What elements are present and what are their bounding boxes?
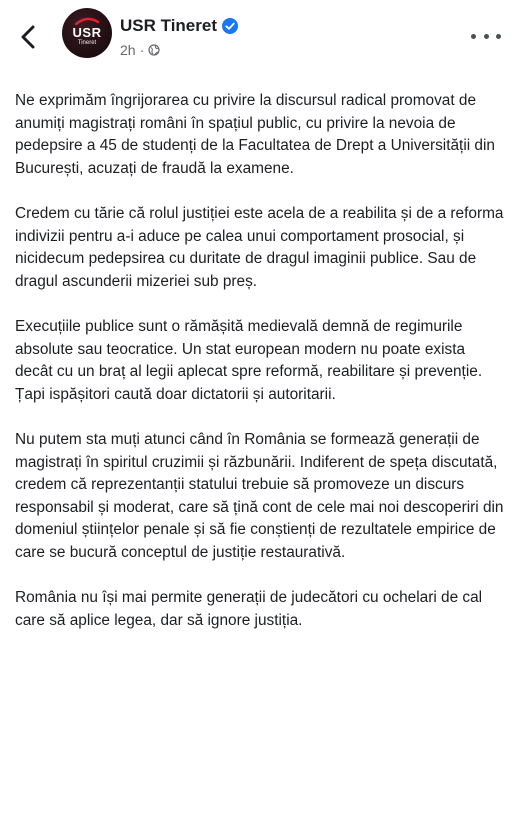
back-button[interactable]	[14, 22, 42, 52]
more-dot	[496, 34, 501, 39]
post-paragraph: Nu putem sta muți atunci când în România se formează generații de magistrați în spiritul cruzimii și răzbunării. Indiferent de speța discutată, credem că reprezentanții statului trebuie să promoveze un discurs responsabil și moderat, care să țină cont de cele mai noi descoperiri din domeniul științelor penale și să fie conștienți de rezultatele empirice de care se bucură conceptul de justiție restaurativă.	[15, 430, 504, 561]
page-name[interactable]: USR Tineret	[120, 16, 217, 35]
post-paragraph: România nu își mai permite generații de judecători cu ochelari de cal care să aplice legea, dar să ignore justiția.	[15, 589, 483, 629]
more-dot	[471, 34, 476, 39]
more-dot	[484, 34, 489, 39]
verified-badge-icon	[222, 18, 238, 34]
avatar[interactable]	[62, 8, 112, 58]
avatar-logo-subtext: Tineret	[77, 40, 97, 46]
globe-icon	[148, 44, 160, 56]
more-options-button[interactable]	[471, 28, 501, 44]
post-paragraph: Credem cu tărie că rolul justiției este acela de a reabilita și de a reforma indivizii pentru a-i aduce pe calea unui comportament prosocial, și nicidecum pedepsirea cu duritate de dragul imaginii publice. Sau de dragul ascunderii mizeriei sub preș.	[15, 204, 504, 290]
post-timestamp[interactable]: 2h	[120, 42, 136, 58]
post-paragraph: Ne exprimăm îngrijorarea cu privire la discursul radical promovat de anumiți magistrați români în spațiul public, cu privire la nevoia de pedepsire a 45 de studenți de la Facultatea de Drept a Universității din București, acuzați de fraudă la examene.	[15, 92, 495, 177]
page-name-row	[120, 16, 238, 36]
chevron-left-icon	[21, 25, 35, 49]
logo-swoosh-icon	[75, 17, 99, 25]
meta-separator: ·	[139, 42, 145, 58]
post-header	[0, 0, 515, 78]
post-text	[15, 90, 505, 632]
post-meta	[120, 42, 160, 58]
post-paragraph: Execuțiile publice sunt o rămășită medievală demnă de regimurile absolute sau teocratice. Un stat european modern nu poate exista decât cu un braț al legii aplecat spre reformă, reabilitare și prevenție. Țapi ispășitori caută doar dictatorii și autoritarii.	[15, 317, 483, 403]
avatar-logo-text: USR	[72, 25, 102, 40]
